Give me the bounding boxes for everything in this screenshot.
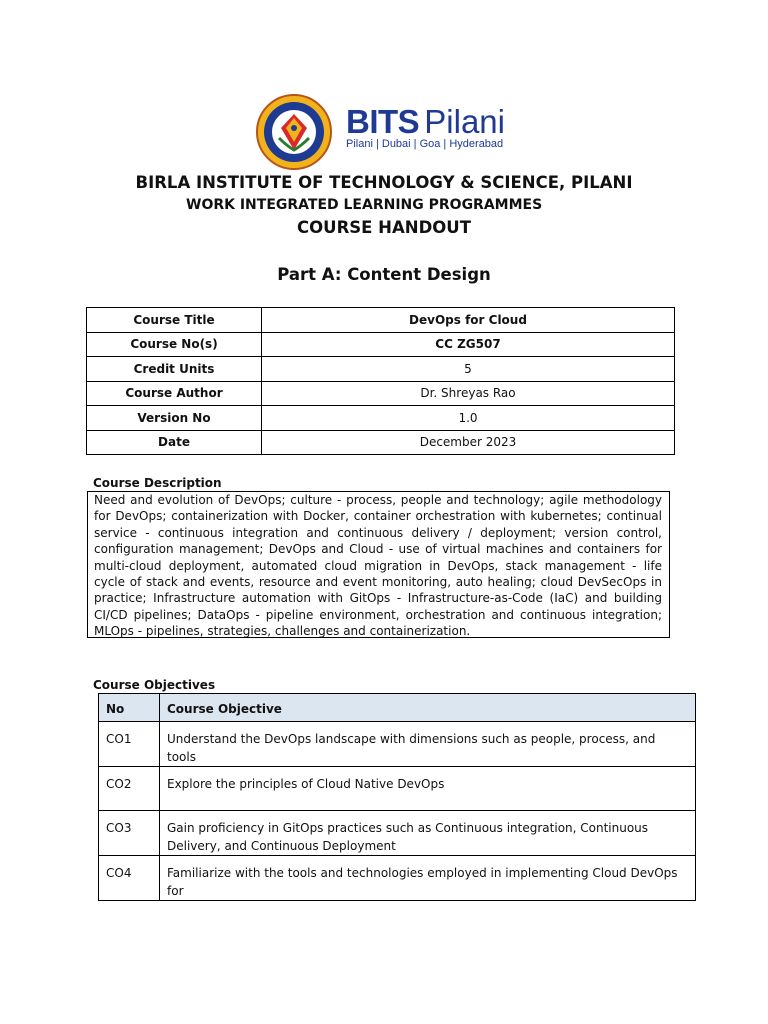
institute-name: BIRLA INSTITUTE OF TECHNOLOGY & SCIENCE, PILANI bbox=[135, 173, 633, 192]
objective-text: Gain proficiency in GitOps practices such as Continuous integration, Continuous Delivery, and Continuous Deployment bbox=[160, 811, 696, 856]
info-label: Version No bbox=[87, 406, 262, 431]
table-row bbox=[99, 767, 696, 811]
table-row bbox=[87, 406, 675, 431]
info-label: Course Title bbox=[87, 308, 262, 333]
info-value: December 2023 bbox=[262, 430, 675, 455]
table-header-row bbox=[99, 694, 696, 722]
info-label: Course No(s) bbox=[87, 332, 262, 357]
logo-name-bold: BITS bbox=[346, 103, 420, 140]
document-title: COURSE HANDOUT bbox=[297, 218, 471, 237]
table-row bbox=[87, 430, 675, 455]
table-row bbox=[87, 332, 675, 357]
course-objectives-label: Course Objectives bbox=[93, 678, 216, 692]
course-objectives-table bbox=[98, 693, 696, 901]
course-description-label: Course Description bbox=[93, 476, 222, 490]
column-header-objective: Course Objective bbox=[160, 694, 696, 722]
table-row bbox=[99, 722, 696, 767]
table-row bbox=[87, 381, 675, 406]
info-label: Credit Units bbox=[87, 357, 262, 382]
part-title: Part A: Content Design bbox=[277, 265, 491, 284]
objective-no: CO2 bbox=[99, 767, 160, 811]
objective-no: CO3 bbox=[99, 811, 160, 856]
info-value: DevOps for Cloud bbox=[262, 308, 675, 333]
objective-no: CO4 bbox=[99, 856, 160, 901]
bits-pilani-wordmark bbox=[346, 104, 505, 150]
programme-name: WORK INTEGRATED LEARNING PROGRAMMES bbox=[186, 197, 543, 213]
info-value: 1.0 bbox=[262, 406, 675, 431]
table-row bbox=[87, 308, 675, 333]
logo-campuses: Pilani | Dubai | Goa | Hyderabad bbox=[346, 138, 504, 150]
course-description-text: Need and evolution of DevOps; culture - process, people and technology; agile methodology for DevOps; containerization with Docker, container orchestration with kubernetes; continual service - continuous integration and continuous delivery / deployment; version control, configuration management; DevOps and Cloud - use of virtual machines and containers for multi-cloud deployment, automated cloud migration in DevOps, stack management - life cycle of stack and events, resource and event monitoring, auto healing; cloud DevSecOps in practice; Infrastructure automation with GitOps - Infrastructure-as-Code (IaC) and building CI/CD pipelines; DataOps - pipeline environment, orchestration and continuous integration; MLOps - pipelines, strategies, challenges and containerization. bbox=[87, 491, 670, 638]
table-row bbox=[99, 856, 696, 901]
objective-text: Understand the DevOps landscape with dimensions such as people, process, and tools bbox=[160, 722, 696, 767]
bits-seal-logo bbox=[249, 94, 339, 170]
objective-no: CO1 bbox=[99, 722, 160, 767]
info-value: 5 bbox=[262, 357, 675, 382]
column-header-no: No bbox=[99, 694, 160, 722]
course-info-table bbox=[86, 307, 675, 455]
info-label: Course Author bbox=[87, 381, 262, 406]
info-label: Date bbox=[87, 430, 262, 455]
table-row bbox=[87, 357, 675, 382]
info-value: CC ZG507 bbox=[262, 332, 675, 357]
objective-text: Explore the principles of Cloud Native DevOps bbox=[160, 767, 696, 811]
info-value: Dr. Shreyas Rao bbox=[262, 381, 675, 406]
table-row bbox=[99, 811, 696, 856]
logo-name-light: Pilani bbox=[424, 103, 505, 140]
objective-text: Familiarize with the tools and technologies employed in implementing Cloud DevOps for bbox=[160, 856, 696, 901]
